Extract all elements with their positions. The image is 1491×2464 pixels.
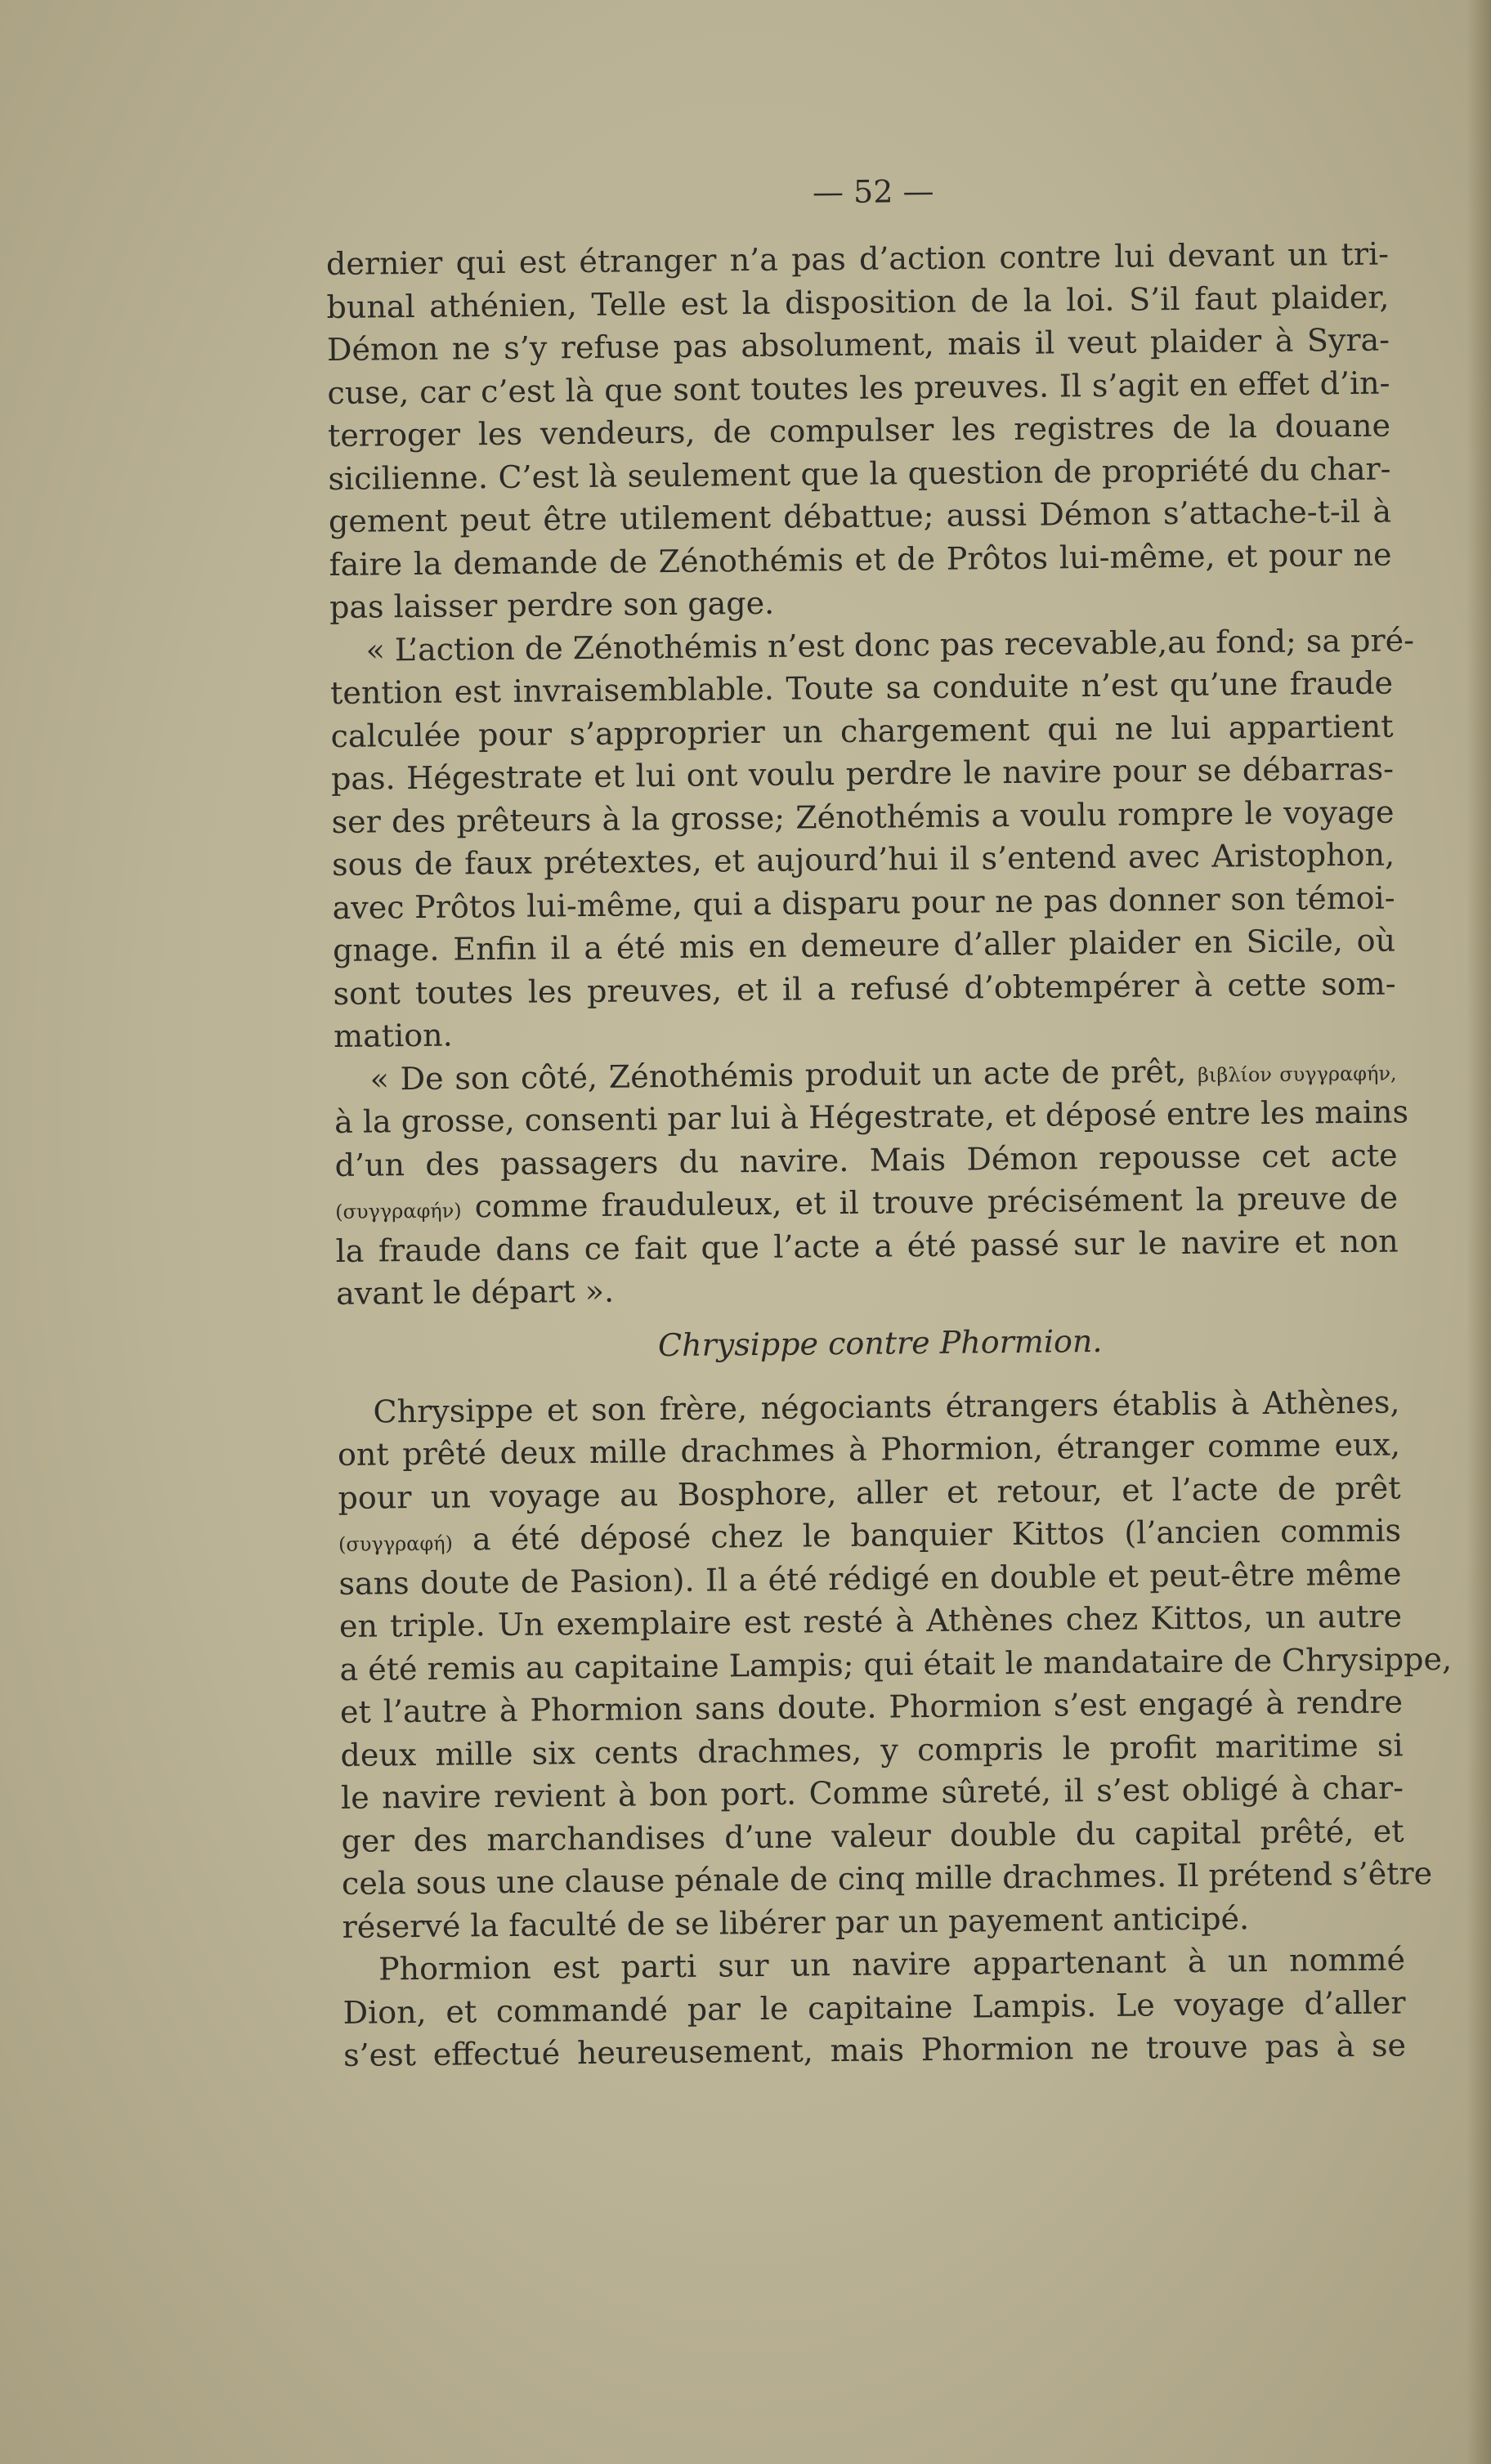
text-line: réservé la faculté de se libérer par un payement anticipé. [342, 1899, 1250, 1945]
text-line: à la grosse, consenti par lui à Hégestrate, et déposé entre les mains [334, 1093, 1409, 1140]
text-line: pas laisser perdre son gage. [329, 584, 775, 625]
text-block [325, 166, 1453, 2077]
page-number: — 52 — [812, 172, 934, 211]
page-edge-shadow [1466, 0, 1491, 2464]
text-line: Démon ne s’y refuse pas absolument, mais il veut plaider à Syra- [326, 321, 1390, 368]
text-line: tention est invraisemblable. Toute sa conduite n’est qu’une fraude [329, 664, 1394, 711]
text-line: mation. [333, 1017, 453, 1054]
paragraph-3 [334, 1048, 1409, 1315]
paragraph-2 [329, 619, 1415, 1058]
section-heading: Chrysippe contre Phormion. [657, 1322, 1103, 1363]
text-line: « L’action de Zénothémis n’est donc pas recevable,au fond; sa pré- [365, 621, 1415, 669]
text-line: sicilienne. C’est là seulement que la question de propriété du char- [328, 450, 1391, 497]
greek-phrase: (συγγραφή) [338, 1532, 454, 1556]
text-line: faire la demande de Zénothémis et de Prôtos lui-même, et pour ne [329, 536, 1392, 583]
text-line: pour un voyage au Bosphore, aller et retour, et l’acte de prêt [338, 1469, 1401, 1516]
line-text: a été déposé chez le banquier Kittos (l’ancien commis [452, 1512, 1402, 1558]
text-line: sont toutes les preuves, et il a refusé d’obtempérer à cette som- [333, 964, 1396, 1012]
text-line: sans doute de Pasion). Il a été rédigé en double et peut-être même [338, 1554, 1402, 1602]
line-text: comme frauduleux, et il trouve précisément la preuve de [461, 1179, 1399, 1225]
greek-phrase: βιβλίον συγγραφήν, [1197, 1061, 1397, 1087]
text-line: deux mille six cents drachmes, y compris le profit maritime si [340, 1726, 1404, 1773]
text-line: gement peut être utilement débattue; aussi Démon s’attache-t-il à [328, 493, 1392, 539]
text-line: terroger les vendeurs, de compulser les registres de la douane [327, 407, 1391, 454]
text-line: d’un des passagers du navire. Mais Démon repousse cet acte [334, 1136, 1398, 1183]
text-line: le navire revient à bon port. Comme sûreté, il s’est obligé à char- [340, 1769, 1404, 1816]
text-line: ont prêté deux mille drachmes à Phormion, étranger comme eux, [337, 1426, 1401, 1473]
text-line: Phormion est parti sur un navire appartenant à un nommé [378, 1941, 1406, 1988]
line-text: « De son côté, Zénothémis produit un acte de prêt, [369, 1053, 1198, 1098]
text-line: avant le départ ». [335, 1272, 615, 1312]
text-line: la fraude dans ce fait que l’acte a été passé sur le navire et non [335, 1222, 1399, 1269]
text-line: ger des marchandises d’une valeur double du capital prêté, et [341, 1812, 1404, 1859]
paragraph-5 [343, 1938, 1406, 2077]
text-line: ser des prêteurs à la grosse; Zénothémis a voulu rompre le voyage [331, 793, 1395, 840]
text-line: Dion, et commandé par le capitaine Lampis. Le voyage d’aller [343, 1983, 1406, 2031]
text-line: pas. Hégestrate et lui ont voulu perdre le navire pour se débarras- [330, 750, 1395, 797]
text-line: dernier qui est étranger n’a pas d’action contre lui devant un tri- [325, 235, 1390, 282]
text-line: cela sous une clause pénale de cinq mille drachmes. Il prétend s’être [341, 1855, 1433, 1902]
text-line: bunal athénien, Telle est la disposition de la loi. S’il faut plaider, [326, 279, 1390, 325]
greek-phrase: (συγγραφήν) [335, 1199, 462, 1223]
text-line: s’est effectué heureusement, mais Phormion ne trouve pas à se [343, 2027, 1407, 2073]
paragraph-4 [337, 1380, 1453, 1948]
text-line: cuse, car c’est là que sont toutes les preuves. Il s’agit en effet d’in- [327, 364, 1390, 411]
paragraph-1 [326, 233, 1392, 629]
text-line: calculée pour s’approprier un chargement qui ne lui appartient [330, 707, 1394, 754]
text-line: sous de faux prétextes, et aujourd’hui il s’entend avec Aristophon, [331, 836, 1395, 883]
text-line: et l’autre à Phormion sans doute. Phormion s’est engagé à rendre [339, 1684, 1404, 1730]
text-line: gnage. Enfin il a été mis en demeure d’aller plaider en Sicile, où [332, 922, 1396, 968]
text-line: a été remis au capitaine Lampis; qui était le mandataire de Chrysippe, [339, 1640, 1453, 1688]
text-line: Chrysippe et son frère, négociants étrangers établis à Athènes, [373, 1383, 1400, 1430]
text-line: en triple. Un exemplaire est resté à Athènes chez Kittos, un autre [338, 1598, 1403, 1644]
text-line: avec Prôtos lui-même, qui a disparu pour ne pas donner son témoi- [332, 879, 1395, 926]
